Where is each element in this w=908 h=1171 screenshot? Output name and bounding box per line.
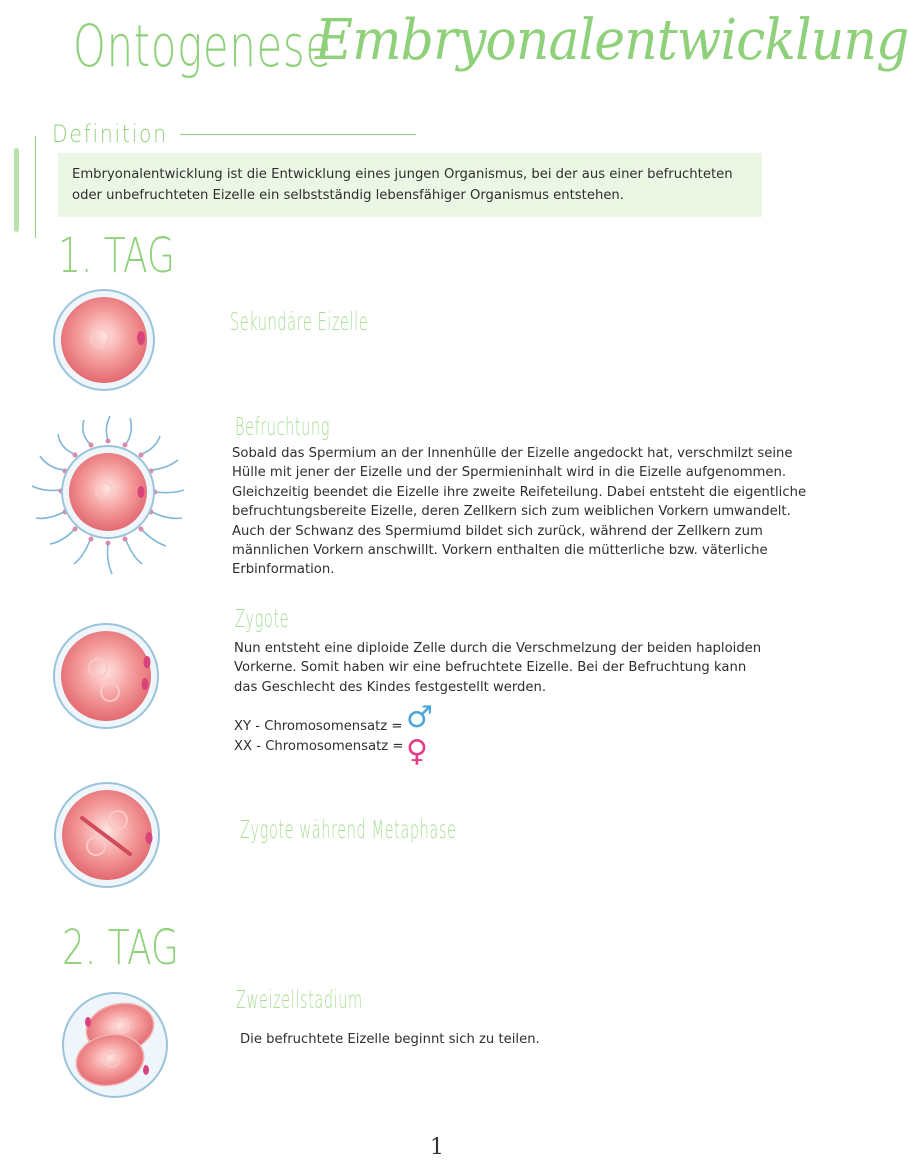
fertilization-text: Sobald das Spermium an der Innenhülle der Eizelle angedockt hat, verschmilzt seine Hülle mit jener der Eizelle und der Spermieninhalt wird in die Eizelle aufgenommen. Gleichzeitig beendet die Eizelle ihre zweite Reifeteilung. Dabei entsteht die eigentliche befruchtungsbereite Eizelle, deren Zellkern sich zum weiblichen Vorkern umwandelt. Auch der Schwanz des Spermiumd bildet sich zurück, während der Zellkern zum männlichen Vorkern anschwillt. Vorkern enthalten die mütterliche bzw. väterliche Erbinformation. — [232, 446, 807, 578]
definition-rule — [180, 134, 416, 135]
heading-two-cell-stage: Zweizellstadium — [236, 985, 363, 1014]
definition-label: Definition — [52, 120, 168, 148]
xy-label: XY - Chromosomensatz = — [234, 719, 403, 734]
day2-label: 2. TAG — [62, 920, 179, 976]
page-title: Ontogenese — [73, 12, 332, 80]
heading-metaphase: Zygote während Metaphase — [240, 815, 457, 844]
zygote-image — [52, 622, 160, 730]
definition-text: Embryonalentwicklung ist die Entwicklung eines jungen Organismus, bei der aus einer befruchteten oder unbefruchteten Eizelle ein selbstständig lebensfähiger Organismus entstehen. — [72, 167, 733, 203]
page-subtitle: Embryonalentwicklung — [315, 8, 908, 73]
secondary-oocyte-image — [52, 288, 156, 392]
day1-label: 1. TAG — [58, 228, 175, 284]
female-symbol-icon: ♀ — [406, 734, 428, 769]
male-symbol-icon: ♂ — [406, 700, 433, 735]
zygote-text: Nun entsteht eine diploide Zelle durch die Verschmelzung der beiden haploiden Vorkerne. Somit haben wir eine befruchtete Eizelle. Bei der Befruchtung kann das Geschlecht des Kindes festgestellt werden. — [234, 641, 762, 695]
margin-marker — [14, 148, 19, 232]
xx-label: XX - Chromosomensatz = — [234, 739, 404, 754]
definition-box — [58, 153, 762, 217]
margin-line — [35, 136, 36, 238]
heading-zygote: Zygote — [235, 604, 290, 633]
heading-secondary-oocyte: Sekundäre Eizelle — [230, 307, 369, 336]
two-cell-stage-image — [60, 990, 170, 1100]
heading-fertilization: Befruchtung — [235, 412, 330, 441]
page-number: 1 — [430, 1135, 444, 1160]
two-cell-stage-text: Die befruchtete Eizelle beginnt sich zu teilen. — [240, 1032, 540, 1047]
fertilization-image — [28, 412, 188, 584]
metaphase-image — [52, 780, 162, 890]
